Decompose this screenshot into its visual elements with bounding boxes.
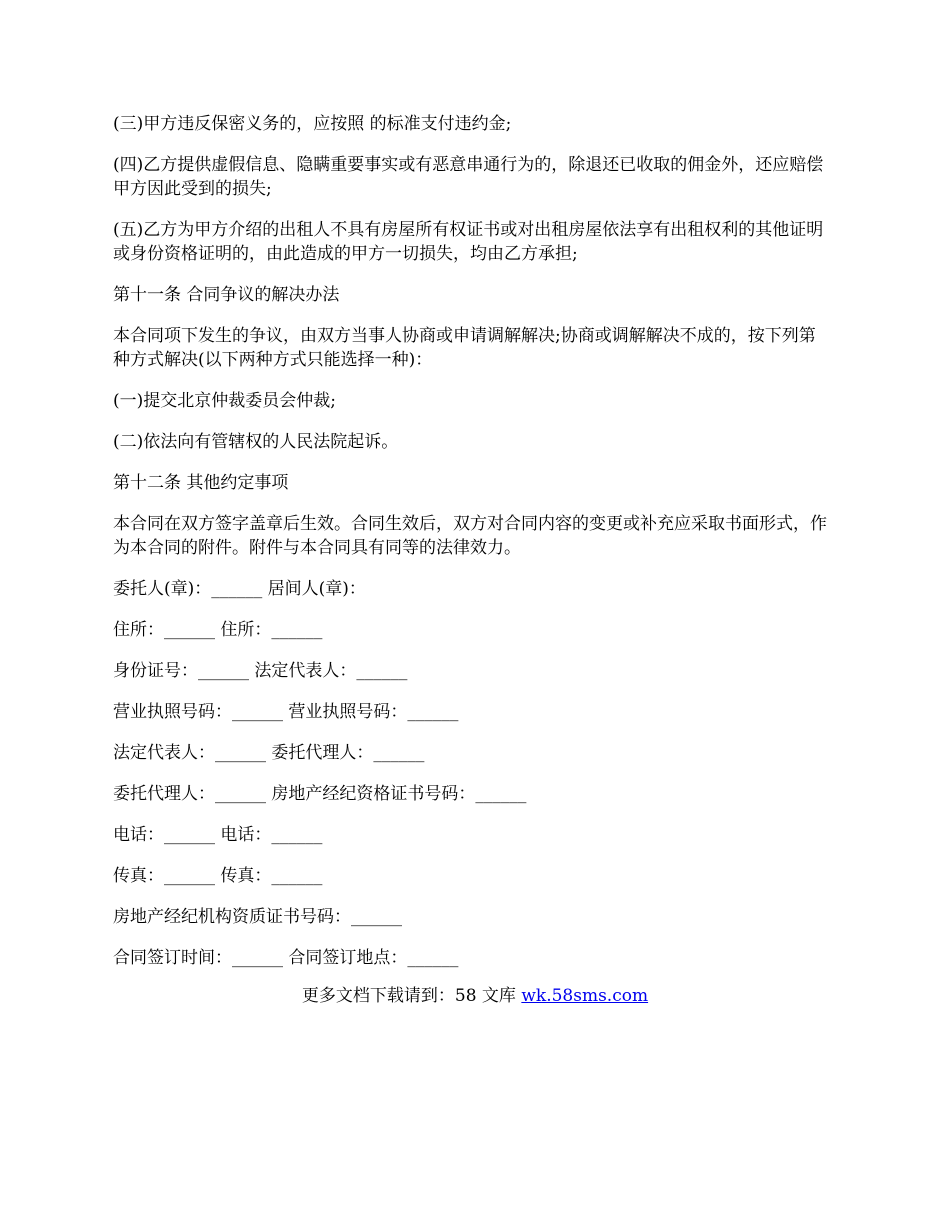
option-2-court: (二)依法向有管辖权的人民法院起诉。 — [113, 432, 399, 452]
footer-link[interactable]: wk.58sms.com — [521, 986, 649, 1006]
signature-line-license: 营业执照号码：______ 营业执照号码：______ — [113, 702, 459, 722]
article-11-body: 本合同项下发生的争议，由双方当事人协商或申请调解解决;协商或调解解决不成的，按下列第 种方式解决(以下两种方式只能选择一种)： — [113, 326, 822, 370]
signature-line-agent: 委托代理人：______ 房地产经纪资格证书号码：______ — [113, 784, 527, 804]
signature-line-parties: 委托人(章)：______ 居间人(章)： — [113, 579, 366, 599]
clause-4-false-information: (四)乙方提供虚假信息、隐瞒重要事实或有恶意串通行为的，除退还已收取的佣金外，还应赔偿甲方因此受到的损失; — [113, 155, 824, 199]
document-body — [113, 112, 833, 987]
signature-line-qualification: 房地产经纪机构资质证书号码：______ — [113, 907, 402, 927]
clause-3-confidentiality: (三)甲方违反保密义务的，应按照 的标准支付违约金; — [113, 114, 512, 134]
footer-text: 更多文档下载请到：58 文库 — [301, 986, 522, 1006]
article-12-body: 本合同在双方签字盖章后生效。合同生效后，双方对合同内容的变更或补充应采取书面形式，作为本合同的附件。附件与本合同具有同等的法律效力。 — [113, 514, 827, 558]
article-12-heading: 第十二条 其他约定事项 — [113, 473, 289, 493]
article-11-heading: 第十一条 合同争议的解决办法 — [113, 285, 340, 305]
signature-line-representative: 法定代表人：______ 委托代理人：______ — [113, 743, 425, 763]
option-1-arbitration: (一)提交北京仲裁委员会仲裁; — [113, 391, 336, 411]
footer — [0, 984, 950, 1008]
signature-line-date-place: 合同签订时间：______ 合同签订地点：______ — [113, 948, 459, 968]
signature-line-address: 住所：______ 住所：______ — [113, 620, 323, 640]
signature-line-fax: 传真：______ 传真：______ — [113, 866, 323, 886]
signature-line-phone: 电话：______ 电话：______ — [113, 825, 323, 845]
signature-line-id: 身份证号：______ 法定代表人：______ — [113, 661, 408, 681]
clause-5-lessor-credentials: (五)乙方为甲方介绍的出租人不具有房屋所有权证书或对出租房屋依法享有出租权利的其他证明或身份资格证明的，由此造成的甲方一切损失，均由乙方承担; — [113, 220, 824, 264]
